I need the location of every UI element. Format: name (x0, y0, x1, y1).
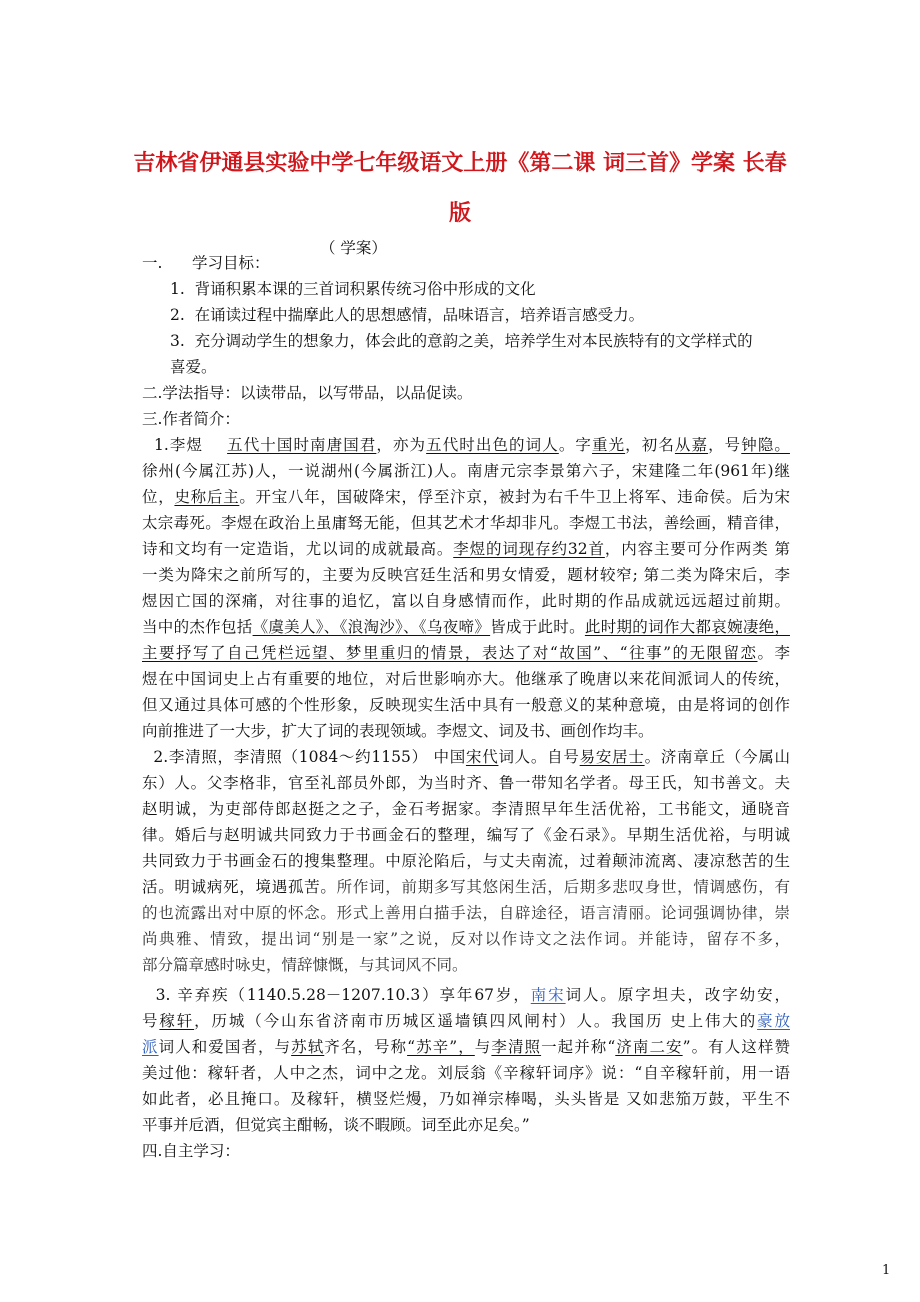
text-segment: 的也流露出对中原的怀念。形式上善用白描手法，自辟途径，语言清丽。论词强调协律，崇 (142, 904, 790, 922)
text-segment: 一. 学习目标： (142, 254, 270, 272)
text-line (170, 305, 644, 325)
text-line (142, 1141, 240, 1161)
underlined-text: 宋代 (465, 748, 499, 766)
text-segment: ，初名 (625, 436, 675, 454)
text-line (142, 747, 790, 767)
text-segment: 如此者，必且掩口。及稼轩，横竖烂熳，乃如禅宗棒喝，头头皆是 又如悲笳万鼓，平生不 (142, 1090, 790, 1108)
text-segment: 齐名，号称 (324, 1038, 408, 1056)
text-line (142, 435, 790, 455)
text-segment: 赵明诚，为吏部侍郎赵挺之之子，金石考据家。李清照早年生活优裕，工书能文，通晓音 (142, 800, 790, 818)
text-segment: 一类为降宋之前所写的，主要为反映宫廷生活和男女情爱，题材较窄; 第二类为降宋后，李 (142, 566, 790, 584)
text-line (142, 695, 790, 715)
underlined-text: 从嘉 (674, 436, 709, 454)
text-line (142, 487, 790, 507)
text-segment: 活。明诚病死，境遇孤苦。 (142, 878, 337, 896)
text-line (142, 877, 790, 897)
text-line (142, 539, 790, 559)
text-segment: 喜爱。 (170, 358, 217, 376)
text-line (142, 617, 790, 637)
underlined-text: 济南二安 (615, 1038, 683, 1056)
text-segment: ，亦为 (376, 436, 427, 454)
text-line (142, 929, 790, 949)
underlined-text: 稼轩 (159, 1012, 195, 1030)
text-segment: ，历城（今山东省济南市历城区遥墙镇四风闸村）人。我国历 史上伟大的 (194, 1012, 758, 1030)
underlined-text: 五代时出色的词人 (426, 436, 559, 454)
text-line (142, 513, 790, 533)
text-line (142, 1115, 530, 1135)
text-line (142, 1089, 790, 1109)
text-segment: 。开宝八年，国破降宋，俘至汴京，被封为右千牛卫上将军、违命侯。后为宋 (239, 488, 790, 506)
text-segment: 二.学法指导：以读带品，以写带品，以品促读。 (142, 384, 473, 402)
text-line (142, 851, 790, 871)
text-segment: 太宗毒死。李煜在政治上虽庸驽无能，但其艺术才华却非凡。李煜工书法，善绘画，精音律， (142, 514, 790, 532)
text-line (142, 409, 240, 429)
text-line (142, 1011, 790, 1031)
text-segment: ，内容主要可分作两类 第 (604, 540, 790, 558)
text-segment: 三.作者简介： (142, 410, 240, 428)
underlined-text: 史称后主 (174, 488, 240, 506)
text-line (142, 799, 790, 819)
text-segment: 诗和文均有一定造诣，尤以词的成就最高。 (142, 540, 454, 558)
hyperlink[interactable]: 豪放 (757, 1012, 790, 1030)
text-segment: 与 (474, 1038, 492, 1056)
underlined-text: 五代十国时南唐国君 (227, 436, 377, 454)
text-line (142, 1063, 790, 1083)
text-segment: 美过他：稼轩者，人中之杰，词中之龙。刘辰翁《辛稼轩词序》说：“自辛稼轩前，用一语 (142, 1064, 790, 1082)
text-segment: 皆成于此时。 (490, 618, 585, 636)
text-segment: 四.自主学习： (142, 1142, 240, 1160)
underlined-text: 钟隐。 (741, 436, 790, 454)
text-line (142, 903, 790, 923)
text-segment: 平事并卮酒，但觉宾主酣畅，谈不暇顾。词至此亦足矣。” (142, 1116, 530, 1134)
underlined-text: 苏轼 (291, 1038, 325, 1056)
text-segment: 号 (142, 1012, 160, 1030)
text-segment: 词人。自号 (498, 748, 580, 766)
text-segment: 当中的杰作包括 (142, 618, 253, 636)
text-segment: 3. 辛弃疾（1140.5.28－1207.10.3）享年67岁， (142, 986, 531, 1004)
hyperlink[interactable]: 南宋 (530, 986, 566, 1004)
text-segment: ”。有人这样赞 (682, 1038, 790, 1056)
text-line (170, 331, 753, 351)
text-segment: 1. 背诵积累本课的三首词积累传统习俗中形成的文化 (170, 280, 536, 298)
text-segment: 。济南章丘（今属山 (644, 748, 790, 766)
text-segment: 徐州(今属江苏)人，一说湖州(今属浙江)人。南唐元宗李景第六子，宋建隆二年(961年)继 (142, 462, 790, 480)
text-segment: 共同致力于书画金石的搜集整理。中原沦陷后，与丈夫南流，过着颠沛流离、凄凉愁苦的生 (142, 852, 790, 870)
text-segment: 律。婚后与赵明诚共同致力于书画金石的整理，编写了《金石录》。早期生活优裕，与明诚 (142, 826, 790, 844)
underlined-text: 主要抒写了自己凭栏远望、梦里重归的情景，表达了对“故国”、“往事”的无限留恋 (142, 644, 758, 662)
text-line (142, 643, 790, 663)
text-line (142, 985, 790, 1005)
text-segment: 。字 (558, 436, 592, 454)
text-segment: ，号 (708, 436, 742, 454)
text-segment: 煜在中国词史上占有重要的地位，对后世影响亦大。他继承了晚唐以来花间派词人的传统， (142, 670, 790, 688)
text-segment: 2. 在诵读过程中揣摩此人的思想感情，品味语言，培养语言感受力。 (170, 306, 645, 324)
underlined-text: 李清照 (491, 1038, 542, 1056)
hyperlink[interactable]: 派 (142, 1038, 159, 1056)
text-segment: 部分篇章感时咏史，情辞慷慨，与其词风不同。 (142, 956, 468, 974)
text-line (142, 565, 790, 585)
text-line (142, 383, 472, 403)
underlined-text: 李煜的词现存约32首 (453, 540, 605, 558)
document-title-line-1: 吉林省伊通县实验中学七年级语文上册《第二课 词三首》学案 长春 (133, 151, 787, 176)
text-line (142, 253, 270, 273)
text-line (142, 955, 468, 975)
underlined-text: 易安居士 (579, 748, 645, 766)
text-line (170, 357, 217, 377)
text-segment: 东）人。父李格非，官至礼部员外郎，为当时齐、鲁一带知名学者。母王氏，知书善文。夫 (142, 774, 790, 792)
text-segment: 位， (142, 488, 175, 506)
text-line (142, 825, 790, 845)
underlined-text: “苏辛”， (407, 1038, 475, 1056)
page-number: 1 (882, 1263, 891, 1278)
text-line (142, 669, 790, 689)
text-segment: 但又通过具体可感的个性形象，反映现实生活中具有一般意义的某种意境，由是将词的创作 (142, 696, 790, 714)
text-line (170, 279, 536, 299)
underlined-text: 重光 (591, 436, 626, 454)
text-segment: 尚典雅、情致，提出词“别是一家”之说，反对以作诗文之法作词。并能诗，留存不多， (142, 930, 790, 948)
text-line (142, 591, 790, 611)
text-segment: 词人。原字坦夫，改字幼安， (565, 986, 790, 1004)
text-segment: 所作词，前期多写其悠闲生活，后期多悲叹身世，情调感伤，有 (336, 878, 790, 896)
text-segment: 词人和爱国者，与 (158, 1038, 292, 1056)
text-line (142, 1037, 790, 1057)
text-segment: 2.李清照，李清照（1084～约1155） 中国 (142, 748, 466, 766)
underlined-text: 《虞美人》、《浪淘沙》、《乌夜啼》 (252, 618, 491, 636)
text-segment: 一起并称“ (541, 1038, 616, 1056)
text-segment: 。李 (757, 644, 790, 662)
text-line (142, 773, 790, 793)
document-subtitle: （ 学案） (320, 239, 387, 257)
text-line (142, 721, 654, 741)
document-title-line-2: 版 (448, 201, 471, 226)
text-line (142, 461, 790, 481)
text-segment: 向前推进了一大步，扩大了词的表现领域。李煜文、词及书、画创作均丰。 (142, 722, 654, 740)
text-segment: 1.李煜 (142, 436, 228, 454)
text-segment: 3. 充分调动学生的想象力，体会此的意韵之美，培养学生对本民族特有的文学样式的 (170, 332, 753, 350)
text-segment: 煜因亡国的深痛，对往事的追忆，富以自身感情而作，此时期的作品成就远远超过前期。 (142, 592, 790, 610)
underlined-text: 此时期的词作大都哀婉凄绝， (584, 618, 790, 636)
